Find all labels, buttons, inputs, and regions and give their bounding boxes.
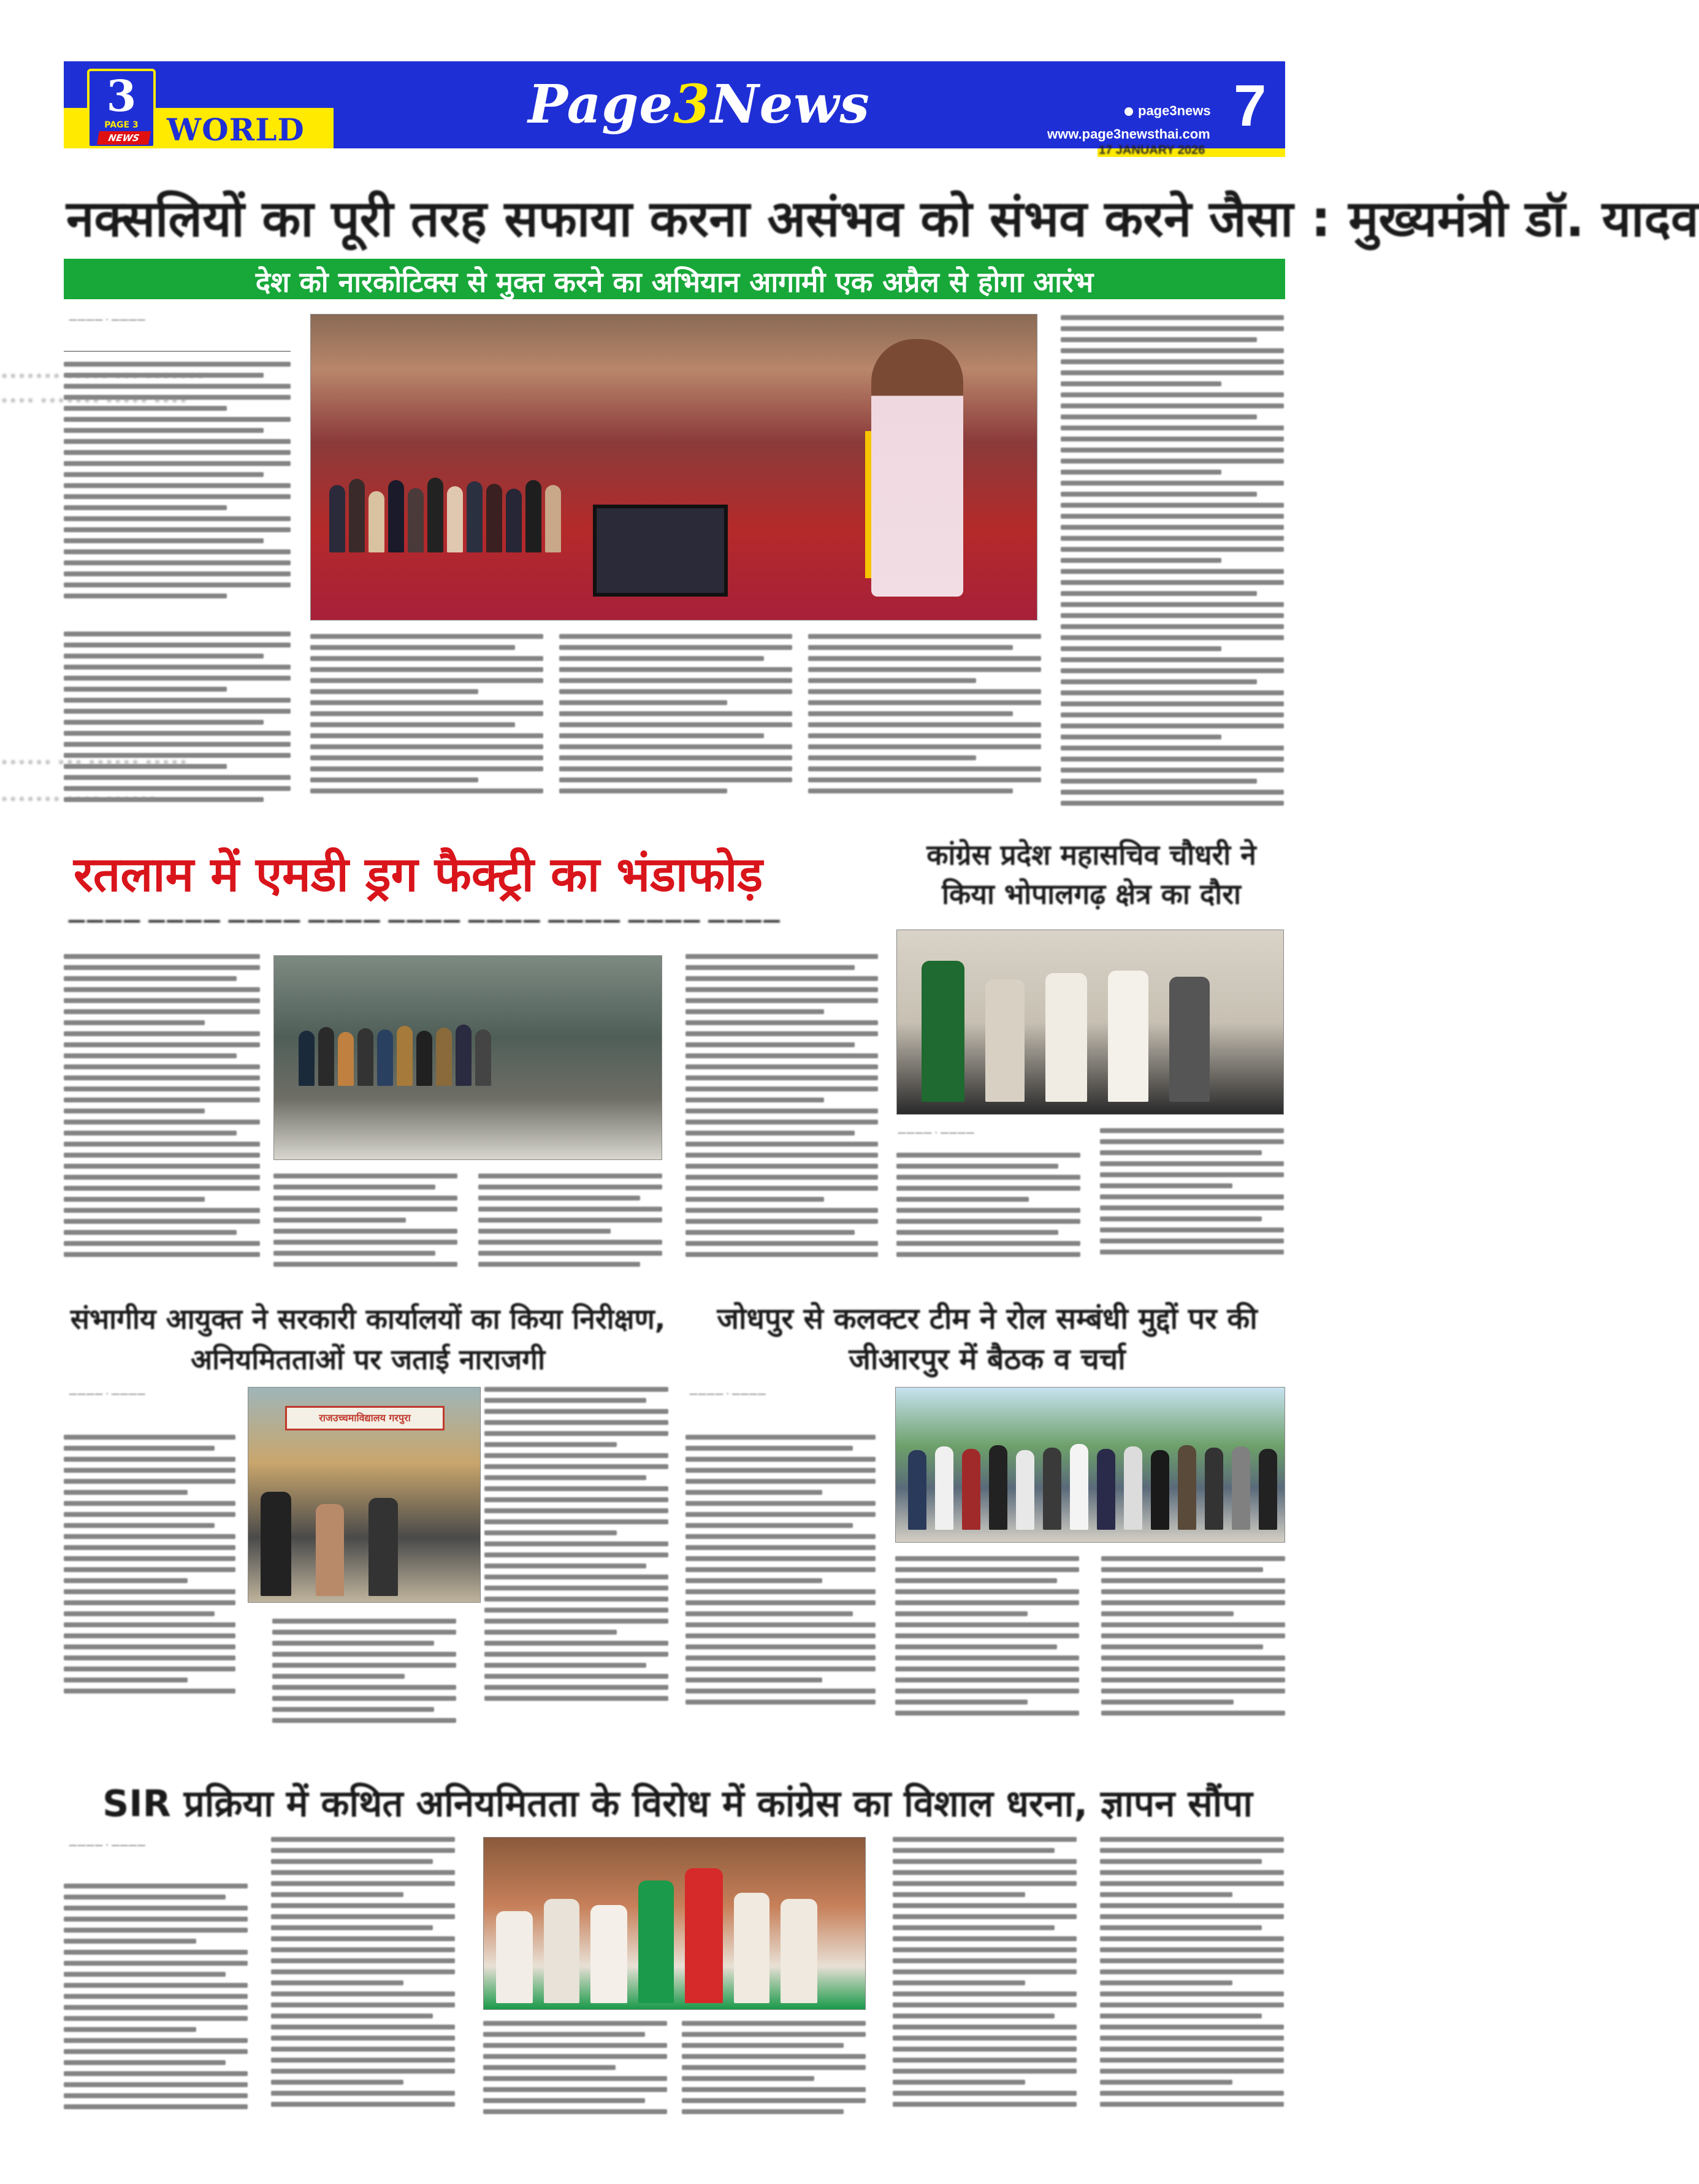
article-column <box>483 2021 667 2144</box>
brand-suffix: News <box>711 74 870 136</box>
article-column <box>559 634 792 818</box>
issue-date: 17 JANUARY 2026 <box>1099 143 1205 157</box>
drug-raid-photo[interactable] <box>273 955 662 1160</box>
brand-prefix: Page <box>528 74 674 136</box>
drug-headline[interactable]: रतलाम में एमडी ड्रग फैक्ट्री का भंडाफोड़ <box>74 847 763 903</box>
congress-visit-photo[interactable] <box>896 930 1284 1115</box>
school-sign: राजउच्चमाविद्यालय गरपुरा <box>285 1406 445 1430</box>
sir-headline[interactable]: SIR प्रक्रिया में कथित अनियमितता के विरोध में कांग्रेस का विशाल धरना, ज्ञापन सौंपा <box>102 1782 1253 1825</box>
article-column <box>895 1556 1079 1740</box>
article-column <box>808 634 1041 818</box>
byline: ———— · ———— <box>69 1841 146 1850</box>
page-number: 7 <box>1234 73 1267 139</box>
article-column <box>273 1174 457 1284</box>
article-column <box>896 1153 1080 1281</box>
section-label: WORLD <box>167 112 305 148</box>
byline: ———— · ———— <box>898 1128 975 1138</box>
speaker-figure <box>871 339 963 597</box>
article-column <box>1061 315 1284 812</box>
article-column <box>64 1884 248 2141</box>
drug-subheadline: ———— ———— ———— ———— ———— ———— ———— ———— ———— <box>67 910 781 931</box>
social-handle[interactable] <box>1124 103 1211 119</box>
jodhpur-group-photo[interactable] <box>895 1387 1285 1543</box>
congress-visit-headline[interactable]: कांग्रेस प्रदेश महासचिव चौधरी ने किया भोपालगढ़ क्षेत्र का दौरा <box>926 838 1256 911</box>
brand-three: 3 <box>673 74 711 136</box>
lead-subheadline: देश को नारकोटिक्स से मुक्त करने का अभियान आगामी एक अप्रैल से होगा आरंभ <box>255 265 1094 299</box>
lead-photo[interactable] <box>310 314 1037 620</box>
inspection-headline[interactable]: संभागीय आयुक्त ने सरकारी कार्यालयों का किया निरीक्षण, अनियमितताओं पर जताई नाराजगी <box>70 1302 666 1376</box>
lead-headline[interactable]: नक्सलियों का पूरी तरह सफाया करना असंभव को संभव करने जैसा : मुख्यमंत्री डॉ. यादव <box>66 190 1699 248</box>
column-divider <box>64 351 291 352</box>
brand-title <box>527 74 871 136</box>
projector-screen <box>593 505 728 597</box>
page3-logo[interactable] <box>87 69 156 148</box>
article-column <box>682 2021 866 2144</box>
article-column <box>310 634 543 818</box>
byline: ———— · ———— <box>689 1389 766 1399</box>
sir-protest-photo[interactable] <box>483 1837 866 2010</box>
article-column <box>64 1435 235 1729</box>
article-column <box>478 1174 662 1284</box>
website-link[interactable]: www.page3newsthai.com <box>1047 126 1210 142</box>
article-column <box>1100 1128 1284 1281</box>
logo-number: 3 <box>106 71 137 121</box>
article-column <box>271 1837 455 2144</box>
inspection-photo[interactable] <box>248 1387 481 1603</box>
article-column <box>685 954 878 1273</box>
article-column <box>1100 1837 1284 2144</box>
article-column <box>272 1619 456 1741</box>
byline: ———— · ———— <box>69 315 146 325</box>
logo-news-tag: NEWS <box>97 131 151 145</box>
logo-small-text: PAGE 3 <box>104 120 139 130</box>
article-column <box>893 1837 1077 2144</box>
article-column <box>484 1387 668 1743</box>
social-handle-text: page3news <box>1138 103 1211 118</box>
social-icon <box>1124 107 1133 116</box>
article-column <box>1101 1556 1285 1740</box>
article-column <box>64 954 260 1273</box>
jodhpur-headline[interactable]: जोधपुर से कलक्टर टीम ने रोल सम्बंधी मुद्दों पर की जीआरपुर में बैठक व चर्चा <box>717 1302 1258 1376</box>
byline: ———— · ———— <box>69 1389 146 1399</box>
article-column <box>685 1435 876 1741</box>
